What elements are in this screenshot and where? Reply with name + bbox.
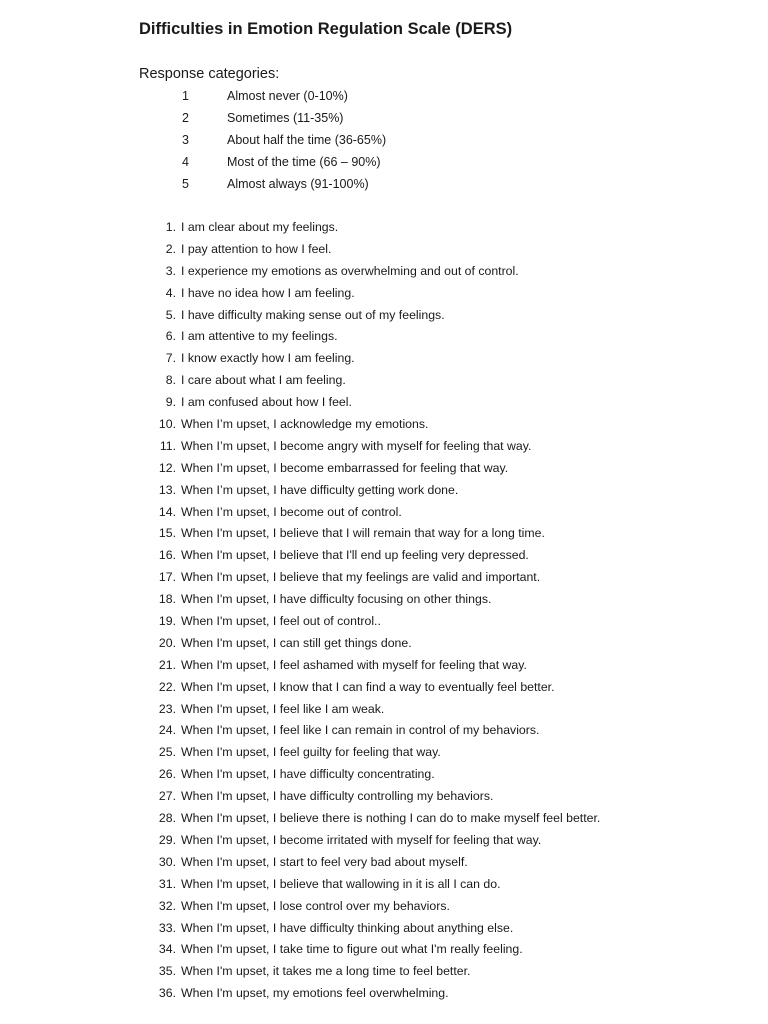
response-categories-heading: Response categories: — [139, 66, 280, 82]
questionnaire-item — [0, 898, 768, 920]
item-text: I am clear about my feelings. — [181, 220, 339, 234]
questionnaire-item — [0, 613, 768, 635]
item-text: When I’m upset, I become out of control. — [181, 504, 402, 519]
item-number: 35. — [158, 964, 176, 979]
questionnaire-item — [0, 876, 768, 898]
questionnaire-item — [0, 963, 768, 985]
item-text: I know exactly how I am feeling. — [181, 351, 355, 366]
questionnaire-item — [0, 460, 768, 482]
item-number: 30. — [158, 854, 176, 869]
item-text: When I’m upset, I have difficulty getting work done. — [181, 482, 459, 497]
item-number: 7. — [165, 351, 176, 366]
response-category-number: 1 — [182, 89, 189, 103]
item-text: When I'm upset, I have difficulty focusing on other things. — [181, 592, 492, 607]
response-category-number: 2 — [182, 111, 189, 125]
item-text: I have difficulty making sense out of my feelings. — [181, 307, 445, 322]
item-number: 4. — [165, 285, 176, 300]
questionnaire-item — [0, 350, 768, 372]
questionnaire-item — [0, 547, 768, 569]
item-number: 2. — [165, 241, 176, 256]
response-category — [0, 176, 768, 198]
item-number: 16. — [158, 548, 176, 563]
item-text: When I’m upset, I acknowledge my emotions. — [181, 417, 429, 432]
item-number: 9. — [165, 395, 176, 410]
item-number: 6. — [165, 329, 176, 344]
item-text: I experience my emotions as overwhelming and out of control. — [181, 263, 519, 278]
item-number: 11. — [159, 438, 176, 453]
questionnaire-item — [0, 394, 768, 416]
item-text: When I'm upset, I start to feel very bad about myself. — [181, 854, 468, 869]
questionnaire-items-list — [0, 219, 768, 1007]
item-text: I have no idea how I am feeling. — [181, 285, 355, 300]
item-text: I am attentive to my feelings. — [181, 329, 338, 344]
item-number: 31. — [158, 876, 176, 891]
item-text: When I'm upset, I believe that wallowing in it is all I can do. — [181, 876, 501, 891]
questionnaire-item — [0, 569, 768, 591]
questionnaire-item — [0, 985, 768, 1007]
questionnaire-item — [0, 788, 768, 810]
questionnaire-item — [0, 482, 768, 504]
item-number: 5. — [165, 307, 176, 322]
questionnaire-item — [0, 241, 768, 263]
item-text: When I’m upset, I become angry with myself for feeling that way. — [181, 438, 532, 453]
questionnaire-item — [0, 744, 768, 766]
questionnaire-item — [0, 766, 768, 788]
questionnaire-item — [0, 832, 768, 854]
response-category — [0, 88, 768, 110]
item-text: When I'm upset, I feel like I can remain in control of my behaviors. — [181, 723, 540, 738]
questionnaire-item — [0, 525, 768, 547]
item-number: 10. — [158, 417, 176, 432]
questionnaire-item — [0, 591, 768, 613]
item-number: 20. — [158, 635, 176, 650]
item-number: 34. — [158, 942, 176, 957]
item-number: 18. — [158, 592, 176, 607]
response-category-label: Sometimes (11-35%) — [227, 111, 344, 125]
item-number: 23. — [158, 701, 176, 716]
questionnaire-item — [0, 679, 768, 701]
item-number: 1. — [165, 220, 176, 234]
item-text: When I'm upset, I believe that I will remain that way for a long time. — [181, 526, 545, 541]
questionnaire-item — [0, 438, 768, 460]
questionnaire-item — [0, 810, 768, 832]
item-text: When I'm upset, I feel ashamed with myself for feeling that way. — [181, 657, 527, 672]
questionnaire-item — [0, 263, 768, 285]
item-number: 17. — [158, 570, 176, 585]
questionnaire-item — [0, 416, 768, 438]
questionnaire-item — [0, 635, 768, 657]
item-text: When I'm upset, my emotions feel overwhelming. — [181, 986, 449, 1001]
item-number: 19. — [158, 614, 176, 629]
questionnaire-item — [0, 372, 768, 394]
questionnaire-item — [0, 307, 768, 329]
questionnaire-item — [0, 219, 768, 241]
response-category-number: 4 — [182, 155, 189, 169]
questionnaire-item — [0, 854, 768, 876]
item-text: I care about what I am feeling. — [181, 373, 346, 388]
response-category-label: Most of the time (66 – 90%) — [227, 155, 381, 169]
item-number: 25. — [158, 745, 176, 760]
questionnaire-item — [0, 920, 768, 942]
item-number: 36. — [158, 986, 176, 1001]
response-category-label: Almost always (91-100%) — [227, 177, 369, 191]
item-text: When I'm upset, I know that I can find a way to eventually feel better. — [181, 679, 555, 694]
response-categories-list — [0, 88, 768, 198]
item-text: When I'm upset, it takes me a long time to feel better. — [181, 964, 471, 979]
item-number: 32. — [158, 898, 176, 913]
questionnaire-item — [0, 722, 768, 744]
item-text: When I'm upset, I have difficulty controlling my behaviors. — [181, 789, 494, 804]
item-text: When I'm upset, I have difficulty thinking about anything else. — [181, 920, 514, 935]
item-text: When I'm upset, I believe that I'll end up feeling very depressed. — [181, 548, 529, 563]
item-text: When I'm upset, I can still get things done. — [181, 635, 412, 650]
item-text: When I'm upset, I become irritated with myself for feeling that way. — [181, 832, 542, 847]
response-category — [0, 110, 768, 132]
questionnaire-item — [0, 701, 768, 723]
questionnaire-item — [0, 328, 768, 350]
response-category — [0, 132, 768, 154]
item-number: 3. — [165, 263, 176, 278]
item-text: When I'm upset, I believe there is nothing I can do to make myself feel better. — [181, 811, 601, 826]
response-category-number: 5 — [182, 177, 189, 191]
item-text: When I'm upset, I take time to figure out what I'm really feeling. — [181, 942, 523, 957]
item-number: 12. — [158, 460, 176, 475]
item-number: 15. — [158, 526, 176, 541]
item-text: When I'm upset, I believe that my feelings are valid and important. — [181, 570, 541, 585]
item-text: When I'm upset, I feel like I am weak. — [181, 701, 385, 716]
item-text: When I’m upset, I become embarrassed for feeling that way. — [181, 460, 509, 475]
item-number: 21. — [158, 657, 176, 672]
item-number: 22. — [158, 679, 176, 694]
response-category-number: 3 — [182, 133, 189, 147]
item-text: I am confused about how I feel. — [181, 395, 352, 410]
item-text: When I'm upset, I lose control over my behaviors. — [181, 898, 450, 913]
item-text: When I'm upset, I have difficulty concentrating. — [181, 767, 435, 782]
questionnaire-item — [0, 941, 768, 963]
response-category — [0, 154, 768, 176]
item-number: 33. — [158, 920, 176, 935]
document-title: Difficulties in Emotion Regulation Scale (DERS) — [139, 20, 513, 38]
item-text: I pay attention to how I feel. — [181, 241, 332, 256]
questionnaire-item — [0, 285, 768, 307]
item-number: 24. — [158, 723, 176, 738]
response-category-label: About half the time (36-65%) — [227, 133, 387, 147]
item-number: 28. — [158, 811, 176, 826]
response-category-label: Almost never (0-10%) — [227, 89, 348, 103]
item-number: 26. — [158, 767, 176, 782]
item-number: 8. — [165, 373, 176, 388]
item-text: When I'm upset, I feel guilty for feeling that way. — [181, 745, 441, 760]
item-number: 27. — [158, 789, 176, 804]
item-text: When I'm upset, I feel out of control.. — [181, 614, 381, 629]
questionnaire-item — [0, 504, 768, 526]
questionnaire-item — [0, 657, 768, 679]
item-number: 14. — [158, 504, 176, 519]
item-number: 29. — [158, 832, 176, 847]
item-number: 13. — [158, 482, 176, 497]
